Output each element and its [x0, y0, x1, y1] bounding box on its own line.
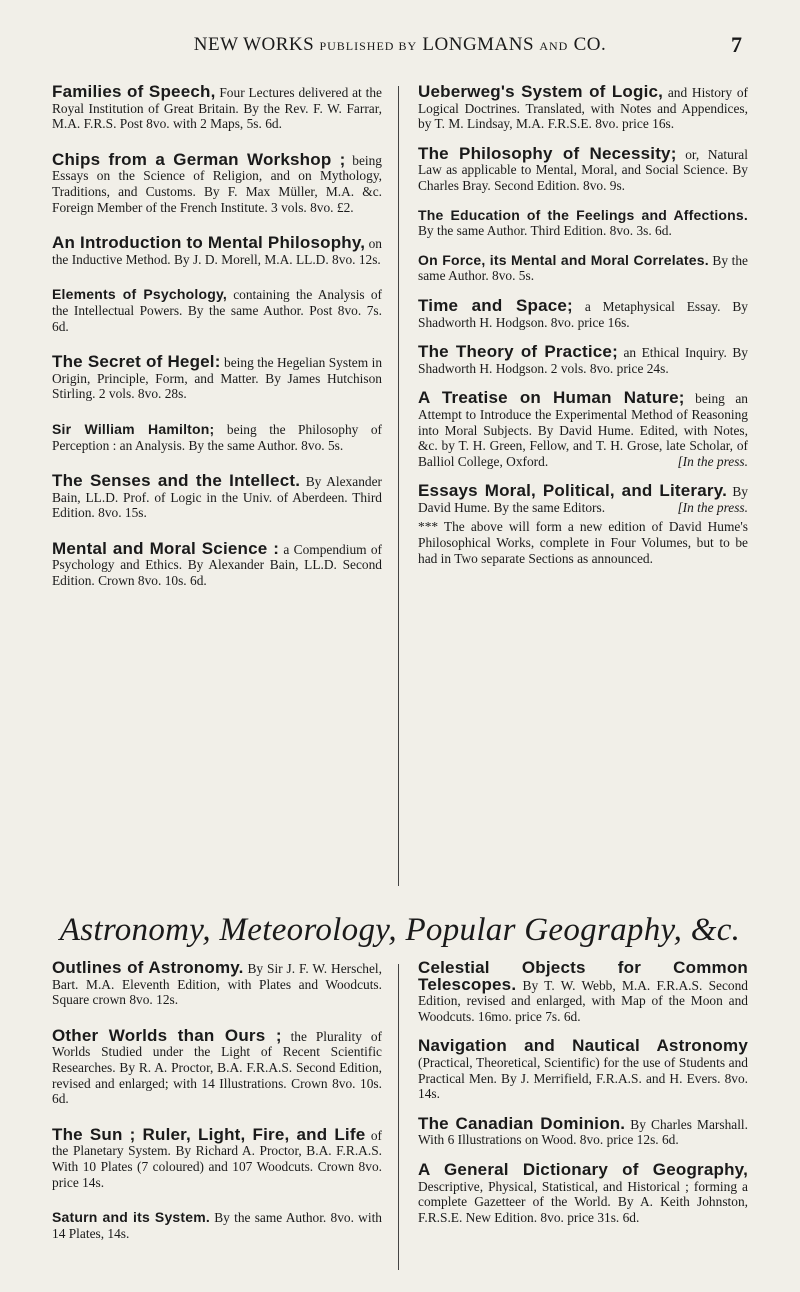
book-entry — [418, 84, 748, 132]
footnote: *** The above will form a new edition of David Hume's Philosophical Works, complete in Four Volumes, but to be had in Two separate Sections as announced. — [418, 519, 748, 566]
book-description: a Metaphysical Essay. By Shadworth H. Hodgson. 8vo. price 16s. — [418, 298, 748, 330]
book-title: Other Worlds than Ours ; — [52, 1025, 282, 1045]
header-publisher: LONGMANS — [422, 34, 535, 55]
book-entry — [52, 1124, 382, 1190]
in-press-flag: [In the press. — [677, 499, 748, 515]
book-entry — [418, 143, 748, 194]
book-entry — [418, 208, 748, 239]
book-title: The Philosophy of Necessity; — [418, 143, 677, 163]
book-title: A Treatise on Human Nature; — [418, 388, 685, 408]
book-entry — [52, 538, 382, 589]
running-header — [0, 34, 800, 60]
book-description: on the Inductive Method. By J. D. Morell, M.A. LL.D. 8vo. 12s. — [52, 236, 382, 267]
header-published-by: PUBLISHED BY — [319, 39, 418, 53]
right-column-philosophy — [418, 84, 748, 566]
in-press-flag: [In the press. — [677, 453, 748, 469]
book-entry — [418, 1159, 748, 1225]
book-entry — [52, 149, 382, 215]
book-description: the Plurality of Worlds Studied under the Light of Recent Scientific Researches. By R. A. Proctor, B.A. F.R.A.S. Second Edition, revised and enlarged; with 14 Illustrations. Crown 8vo. 10s. 6d. — [52, 1028, 382, 1107]
left-column-philosophy — [52, 84, 382, 609]
book-title: The Secret of Hegel: — [52, 352, 221, 372]
book-description: By the same Author. Third Edition. 8vo. 3s. 6d. — [418, 223, 672, 239]
book-title: The Canadian Dominion. — [418, 1113, 626, 1133]
book-description: By the same Author. 8vo. 5s. — [418, 252, 748, 284]
book-entry — [52, 422, 382, 453]
book-description: (Practical, Theoretical, Scientific) for the use of Students and Practical Men. By J. Merrifield, F.R.A.S. and H. Evers. 8vo. 14s. — [418, 1054, 748, 1102]
book-title: Essays Moral, Political, and Literary. — [418, 481, 728, 501]
book-title: The Senses and the Intellect. — [52, 471, 301, 491]
book-title: The Theory of Practice; — [418, 342, 618, 362]
book-entry — [52, 1025, 382, 1107]
book-description: By T. W. Webb, M.A. F.R.A.S. Second Edition, revised and enlarged, with Map of the Moon and Woodcuts. 16mo. price 7s. 6d. — [418, 977, 748, 1024]
book-description: an Ethical Inquiry. By Shadworth H. Hodgson. 2 vols. 8vo. price 24s. — [418, 345, 748, 376]
header-title — [0, 34, 800, 56]
header-and: AND — [539, 39, 569, 53]
book-title: Celestial Objects for Common Telescopes. — [418, 958, 748, 994]
book-entry — [418, 1038, 748, 1101]
book-entry — [52, 84, 382, 132]
book-description: By Charles Marshall. With 6 Illustrations on Wood. 8vo. price 12s. 6d. — [418, 1116, 748, 1148]
book-description: By David Hume. By the same Editors. — [418, 484, 748, 515]
book-description: By Sir J. F. W. Herschel, Bart. M.A. Eleventh Edition, with Plates and Woodcuts. Square crown 8vo. 12s. — [52, 961, 382, 1008]
header-new-works: NEW WORKS — [193, 34, 315, 55]
book-title: The Sun ; Ruler, Light, Fire, and Life — [52, 1124, 366, 1144]
book-description: Four Lectures delivered at the Royal Institution of Great Britain. By the Rev. F. W. Farrar, M.A. F.R.S. Post 8vo. with 2 Maps, 5s. 6d. — [52, 85, 382, 132]
book-title: Mental and Moral Science : — [52, 538, 280, 558]
book-description: of the Planetary System. By Richard A. Proctor, B.A. F.R.A.S. With 10 Plates (7 coloured) and 107 Woodcuts. Crown 8vo. price 14s. — [52, 1127, 382, 1190]
book-description: being the Philosophy of Perception : an Analysis. By the same Author. 8vo. 5s. — [52, 421, 382, 453]
book-entry — [418, 483, 748, 515]
book-title: Sir William Hamilton; — [52, 420, 215, 437]
book-description: and History of Logical Doctrines. Translated, with Notes and Appendices, by T. M. Lindsay, M.A. F.R.S.E. 8vo. price 16s. — [418, 85, 748, 132]
book-entry — [52, 1210, 382, 1241]
book-description: By the same Author. 8vo. with 14 Plates, 14s. — [52, 1210, 382, 1241]
book-title: Time and Space; — [418, 295, 573, 315]
book-title: Outlines of Astronomy. — [52, 958, 244, 977]
book-description: being the Hegelian System in Origin, Principle, Form, and Matter. By James Hutchison Stirling. 2 vols. 8vo. 28s. — [52, 355, 383, 402]
book-title: The Education of the Feelings and Affections. — [418, 206, 748, 223]
section-heading: Astronomy, Meteorology, Popular Geography, &c. — [59, 912, 741, 948]
book-entry — [418, 1113, 748, 1148]
book-title: On Force, its Mental and Moral Correlates. — [418, 251, 709, 268]
book-entry — [52, 287, 382, 334]
book-entry — [418, 344, 748, 376]
book-title: Families of Speech, — [52, 82, 216, 101]
page-number: 7 — [731, 32, 742, 57]
book-title: An Introduction to Mental Philosophy, — [52, 233, 366, 253]
book-entry — [52, 960, 382, 1008]
book-description: or, Natural Law as applicable to Mental, Moral, and Social Science. By Charles Bray. Second Edition. 8vo. 9s. — [418, 146, 748, 193]
book-title: Chips from a German Workshop ; — [52, 149, 346, 169]
book-description: a Compendium of Psychology and Ethics. By Alexander Bain, LL.D. Second Edition. Crown 8vo. 10s. 6d. — [52, 541, 382, 589]
book-title: Saturn and its System. — [52, 1209, 211, 1226]
book-title: A General Dictionary of Geography, — [418, 1159, 748, 1179]
book-entry — [52, 473, 382, 521]
book-title: Elements of Psychology, — [52, 286, 227, 303]
book-description: containing the Analysis of the Intellectual Powers. By the same Author. Post 8vo. 7s. 6d. — [52, 287, 382, 334]
book-description: being an Attempt to Introduce the Experimental Method of Reasoning into Moral Subjects. By David Hume. Edited, with Notes, &c. by T. H. Green, Fellow, and T. H. Grose, late Scholar, of Balliol College, Oxford. — [418, 391, 748, 469]
book-entry — [418, 253, 748, 284]
header-co: CO. — [573, 34, 607, 55]
book-title: Ueberweg's System of Logic, — [418, 82, 664, 101]
left-column-astronomy — [52, 960, 382, 1261]
right-column-astronomy — [418, 960, 748, 1239]
book-description: being Essays on the Science of Religion, and on Mythology, Traditions, and Customs. By F. Max Müller, M.A. &c. Foreign Member of the French Institute. 3 vols. 8vo. £2. — [52, 152, 382, 215]
book-entry — [418, 960, 748, 1024]
column-divider-lower — [398, 964, 399, 1270]
book-description: Descriptive, Physical, Statistical, and Historical ; forming a complete Gazetteer of the World. By A. Keith Johnston, F.R.S.E. New Edition. 8vo. price 31s. 6d. — [418, 1178, 748, 1225]
book-title: Navigation and Nautical Astronomy — [418, 1036, 748, 1056]
book-entry — [52, 235, 382, 267]
book-description: By Alexander Bain, LL.D. Prof. of Logic in the Univ. of Aberdeen. Third Edition. 8vo. 15s. — [52, 474, 382, 521]
book-entry — [52, 354, 382, 402]
book-entry — [418, 390, 748, 469]
book-entry — [418, 295, 748, 330]
column-divider — [398, 86, 399, 886]
